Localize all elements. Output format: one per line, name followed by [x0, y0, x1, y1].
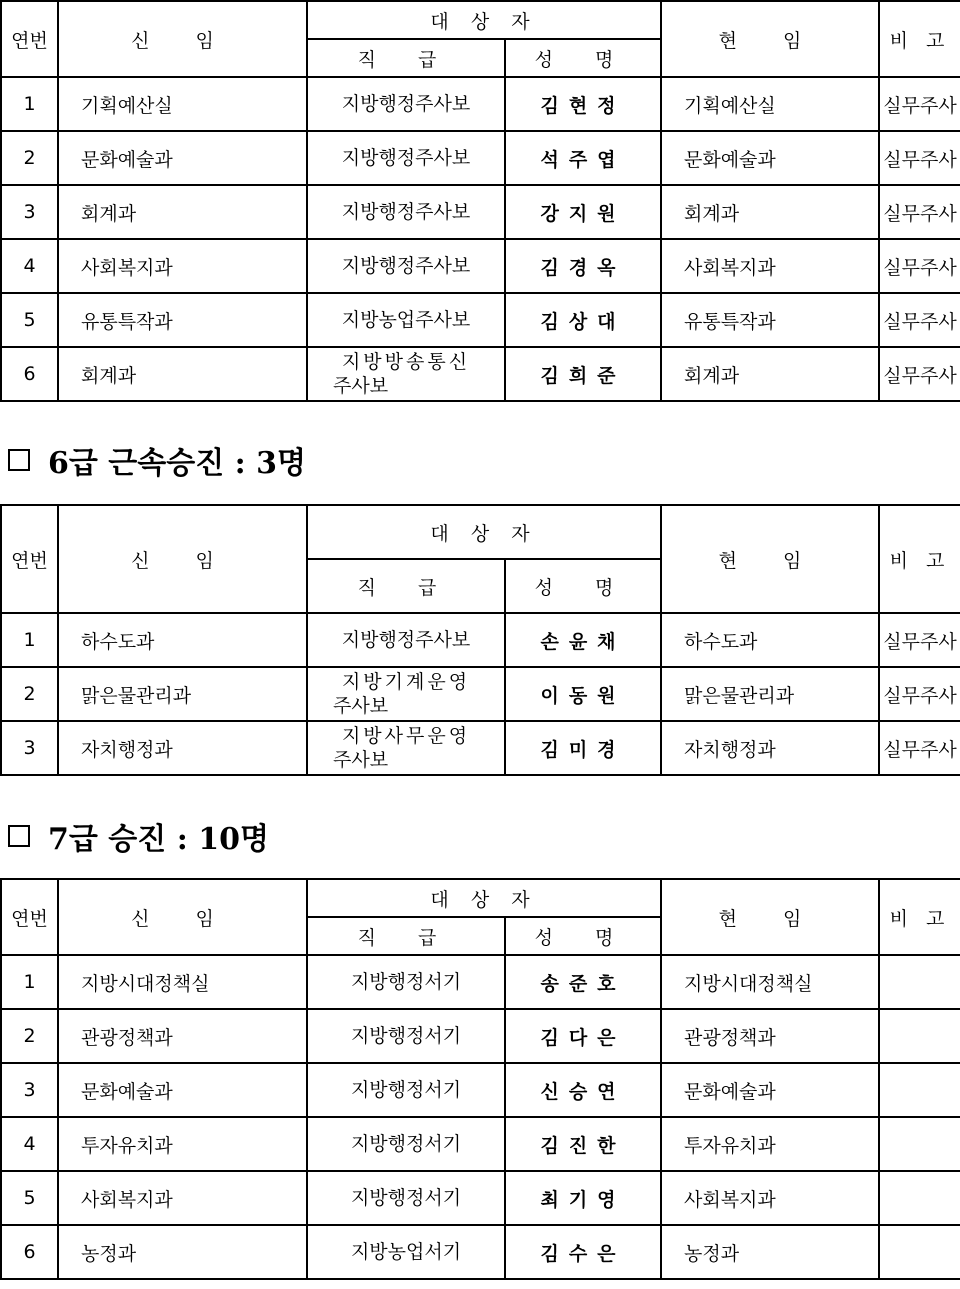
- row-new-post: 회계과: [58, 347, 307, 401]
- row-name: 김경옥: [505, 239, 661, 293]
- row-new-post: 사회복지과: [58, 239, 307, 293]
- row-current-post: 지방시대정책실: [661, 955, 879, 1009]
- row-note: 실무주사: [879, 131, 960, 185]
- row-current-post: 사회복지과: [661, 1171, 879, 1225]
- row-note: [879, 1063, 960, 1117]
- row-current-post: 투자유치과: [661, 1117, 879, 1171]
- header-index: 연번: [1, 1, 58, 77]
- header-name: 성 명: [505, 39, 661, 77]
- row-note: [879, 1009, 960, 1063]
- row-index: 2: [1, 1009, 58, 1063]
- row-grade: [307, 185, 505, 239]
- row-new-post: 자치행정과: [58, 721, 307, 775]
- row-grade: [307, 347, 505, 401]
- row-current-post: 사회복지과: [661, 239, 879, 293]
- row-new-post: 맑은물관리과: [58, 667, 307, 721]
- header-new-post: 신 임: [58, 879, 307, 955]
- table-row: [1, 721, 960, 775]
- table-row: [1, 1063, 960, 1117]
- table-row: [1, 185, 960, 239]
- table-row: [1, 613, 960, 667]
- row-note: [879, 955, 960, 1009]
- row-note: 실무주사: [879, 77, 960, 131]
- row-index: 5: [1, 293, 58, 347]
- row-grade: [307, 77, 505, 131]
- row-note: 실무주사: [879, 613, 960, 667]
- header-current-post: 현 임: [661, 1, 879, 77]
- row-index: 1: [1, 955, 58, 1009]
- row-note: 실무주사: [879, 293, 960, 347]
- grade-line-1: 지방행정주사보: [341, 147, 471, 169]
- row-grade: [307, 293, 505, 347]
- row-index: 1: [1, 613, 58, 667]
- header-grade: 직 급: [307, 917, 505, 955]
- row-grade: [307, 1225, 505, 1279]
- header-grade: 직 급: [307, 39, 505, 77]
- row-note: [879, 1225, 960, 1279]
- row-name: 최기영: [505, 1171, 661, 1225]
- row-new-post: 기획예산실: [58, 77, 307, 131]
- row-current-post: 자치행정과: [661, 721, 879, 775]
- grade-line-1: 지방행정주사보: [341, 93, 471, 115]
- grade-line-1: 지방행정서기: [350, 1025, 462, 1047]
- header-name: 성 명: [505, 917, 661, 955]
- grade-line-1: 지방행정서기: [350, 971, 462, 993]
- row-current-post: 기획예산실: [661, 77, 879, 131]
- header-target: 대 상 자: [307, 1, 661, 39]
- row-grade: [307, 1063, 505, 1117]
- grade-line-1: 지방행정서기: [350, 1187, 462, 1209]
- row-name: 이동원: [505, 667, 661, 721]
- grade-line-1: 지방행정주사보: [341, 255, 471, 277]
- table-row: [1, 131, 960, 185]
- row-grade: [307, 1117, 505, 1171]
- section-heading-7th-grade: [8, 816, 269, 856]
- header-name: 성 명: [505, 559, 661, 613]
- table-row: [1, 77, 960, 131]
- row-grade: [307, 239, 505, 293]
- row-index: 5: [1, 1171, 58, 1225]
- row-index: 3: [1, 185, 58, 239]
- row-grade: [307, 131, 505, 185]
- row-note: [879, 1171, 960, 1225]
- row-new-post: 회계과: [58, 185, 307, 239]
- row-current-post: 맑은물관리과: [661, 667, 879, 721]
- row-current-post: 유통특작과: [661, 293, 879, 347]
- checkbox-square-icon: [8, 449, 30, 471]
- row-index: 4: [1, 1117, 58, 1171]
- row-name: 강지원: [505, 185, 661, 239]
- header-grade: 직 급: [307, 559, 505, 613]
- grade-line-1: 지방행정서기: [350, 1133, 462, 1155]
- header-note: 비 고: [879, 879, 960, 955]
- row-current-post: 회계과: [661, 347, 879, 401]
- row-current-post: 문화예술과: [661, 131, 879, 185]
- row-index: 2: [1, 131, 58, 185]
- table-row: [1, 1009, 960, 1063]
- row-index: 3: [1, 721, 58, 775]
- row-grade: [307, 613, 505, 667]
- table-row: [1, 239, 960, 293]
- row-index: 3: [1, 1063, 58, 1117]
- row-index: 2: [1, 667, 58, 721]
- row-name: 석주엽: [505, 131, 661, 185]
- row-note: 실무주사: [879, 239, 960, 293]
- row-index: 1: [1, 77, 58, 131]
- header-note: 비 고: [879, 505, 960, 613]
- table-row: [1, 1117, 960, 1171]
- grade-line-1: 지방농업서기: [350, 1241, 462, 1263]
- header-index: 연번: [1, 505, 58, 613]
- row-grade: [307, 955, 505, 1009]
- row-new-post: 문화예술과: [58, 1063, 307, 1117]
- section-heading-6th-grade: [8, 440, 306, 480]
- row-name: 김다은: [505, 1009, 661, 1063]
- row-index: 4: [1, 239, 58, 293]
- grade-line-1: 지방행정주사보: [341, 201, 471, 223]
- row-name: 김진한: [505, 1117, 661, 1171]
- roster-table-3: [0, 878, 960, 1280]
- row-new-post: 투자유치과: [58, 1117, 307, 1171]
- checkbox-square-icon: [8, 825, 30, 847]
- row-name: 손윤채: [505, 613, 661, 667]
- header-target: 대 상 자: [307, 879, 661, 917]
- row-note: 실무주사: [879, 347, 960, 401]
- row-current-post: 회계과: [661, 185, 879, 239]
- table-row: [1, 667, 960, 721]
- grade-line-1: 지방기계운영: [341, 671, 471, 693]
- row-note: [879, 1117, 960, 1171]
- table-row: [1, 955, 960, 1009]
- row-note: 실무주사: [879, 721, 960, 775]
- section-title: 7급 승진 : 10명: [48, 822, 269, 857]
- row-name: 송준호: [505, 955, 661, 1009]
- row-new-post: 사회복지과: [58, 1171, 307, 1225]
- row-name: 김수은: [505, 1225, 661, 1279]
- row-name: 김현정: [505, 77, 661, 131]
- row-new-post: 지방시대정책실: [58, 955, 307, 1009]
- row-current-post: 문화예술과: [661, 1063, 879, 1117]
- row-new-post: 농정과: [58, 1225, 307, 1279]
- row-name: 김상대: [505, 293, 661, 347]
- table-row: [1, 347, 960, 401]
- header-index: 연번: [1, 879, 58, 955]
- header-current-post: 현 임: [661, 879, 879, 955]
- table-row: [1, 1171, 960, 1225]
- grade-line-2: 주사보: [333, 695, 389, 717]
- row-grade: [307, 1009, 505, 1063]
- row-current-post: 하수도과: [661, 613, 879, 667]
- row-grade: [307, 1171, 505, 1225]
- row-index: 6: [1, 1225, 58, 1279]
- section-title: 6급 근속승진 : 3명: [48, 446, 307, 481]
- roster-table-2: [0, 504, 960, 776]
- row-index: 6: [1, 347, 58, 401]
- row-name: 신승연: [505, 1063, 661, 1117]
- grade-line-2: 주사보: [333, 375, 389, 397]
- header-current-post: 현 임: [661, 505, 879, 613]
- grade-line-1: 지방방송통신: [341, 351, 471, 373]
- header-new-post: 신 임: [58, 1, 307, 77]
- row-note: 실무주사: [879, 667, 960, 721]
- grade-line-1: 지방농업주사보: [341, 309, 471, 331]
- grade-line-2: 주사보: [333, 749, 389, 771]
- grade-line-1: 지방사무운영: [341, 725, 471, 747]
- header-target: 대 상 자: [307, 505, 661, 559]
- row-new-post: 하수도과: [58, 613, 307, 667]
- row-grade: [307, 721, 505, 775]
- row-name: 김희준: [505, 347, 661, 401]
- header-new-post: 신 임: [58, 505, 307, 613]
- row-new-post: 관광정책과: [58, 1009, 307, 1063]
- row-note: 실무주사: [879, 185, 960, 239]
- grade-line-1: 지방행정주사보: [341, 629, 471, 651]
- header-note: 비 고: [879, 1, 960, 77]
- table-row: [1, 293, 960, 347]
- grade-line-1: 지방행정서기: [350, 1079, 462, 1101]
- table-row: [1, 1225, 960, 1279]
- row-current-post: 관광정책과: [661, 1009, 879, 1063]
- row-new-post: 유통특작과: [58, 293, 307, 347]
- row-name: 김미경: [505, 721, 661, 775]
- row-new-post: 문화예술과: [58, 131, 307, 185]
- roster-table-1: [0, 0, 960, 402]
- row-grade: [307, 667, 505, 721]
- row-current-post: 농정과: [661, 1225, 879, 1279]
